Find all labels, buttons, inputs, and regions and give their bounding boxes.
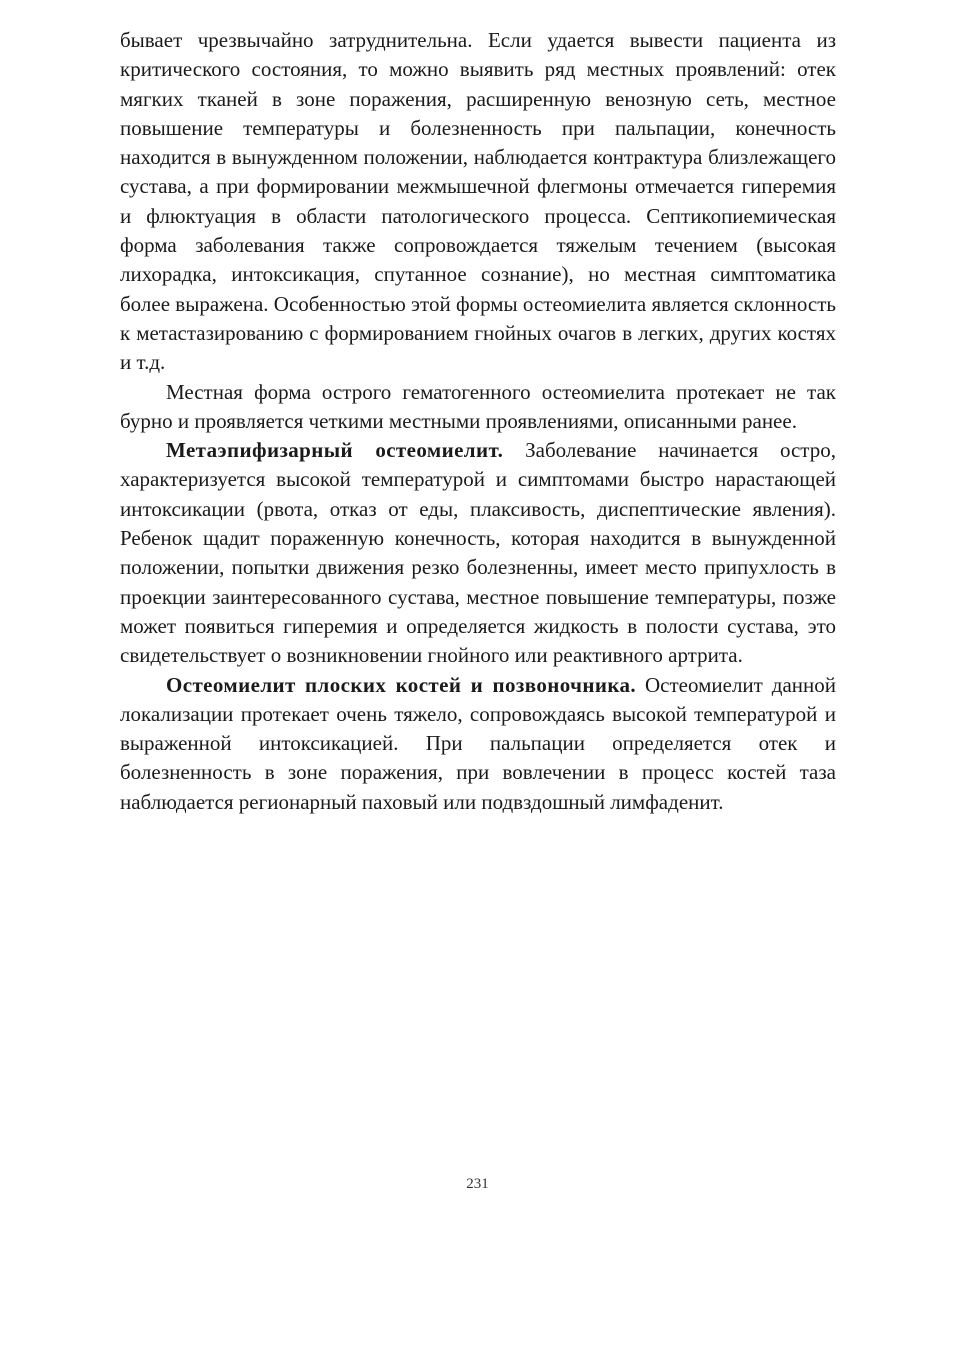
paragraph-metaepiphyseal bbox=[120, 436, 836, 670]
paragraph-text: Остеомиелит данной локализации протекает очень тяжело, сопровождаясь высокой температурой и выраженной интоксикацией. При пальпации определяется отек и болезненность в зоне поражения, при вовлечении в процесс костей таза наблюдается регионарный паховый или подвздошный лимфаденит. bbox=[120, 672, 836, 814]
paragraph-text: Местная форма острого гематогенного остеомиелита протекает не так бурно и проявляется четкими местными проявлениями, описанными ранее. bbox=[120, 379, 836, 433]
paragraph-continuation bbox=[120, 26, 836, 378]
paragraph-flat-bones bbox=[120, 671, 836, 817]
paragraph-local-form bbox=[120, 378, 836, 437]
paragraph-text: бывает чрезвычайно затруднительна. Если удается вывести пациента из критического состояния, то можно выявить ряд местных проявлений: отек мягких тканей в зоне поражения, расширенную венозную сеть, местное повышение температуры и болезненность при пальпации, конечность находится в вынужденном положении, наблюдается контрактура близлежащего сустава, а при формировании межмышечной флегмоны отмечается гиперемия и флюктуация в области патологического процесса. Септикопиемическая форма заболевания также сопровождается тяжелым течением (высокая лихорадка, интоксикация, спутанное сознание), но местная симптоматика более выражена. Особенностью этой формы остеомиелита является склонность к метастазированию с формированием гнойных очагов в легких, других костях и т.д. bbox=[120, 28, 836, 375]
inline-heading: Остеомиелит плоских костей и позвоночника. bbox=[166, 672, 637, 697]
inline-heading: Метаэпифизарный остеомиелит. bbox=[166, 438, 504, 463]
paragraph-text: Заболевание начинается остро, характеризуется высокой температурой и симптомами быстро нарастающей интоксикации (рвота, отказ от еды, плаксивость, диспептические явления). Ребенок щадит пораженную конечность, которая находится в вынужденной положении, попытки движения резко болезненны, имеет место припухлость в проекции заинтересованного сустава, местное повышение температуры, позже может появиться гиперемия и определяется жидкость в полости сустава, это свидетельствует о возникновении гнойного или реактивного артрита. bbox=[120, 438, 836, 668]
page-body bbox=[120, 26, 836, 817]
page-number: 231 bbox=[466, 1176, 489, 1192]
